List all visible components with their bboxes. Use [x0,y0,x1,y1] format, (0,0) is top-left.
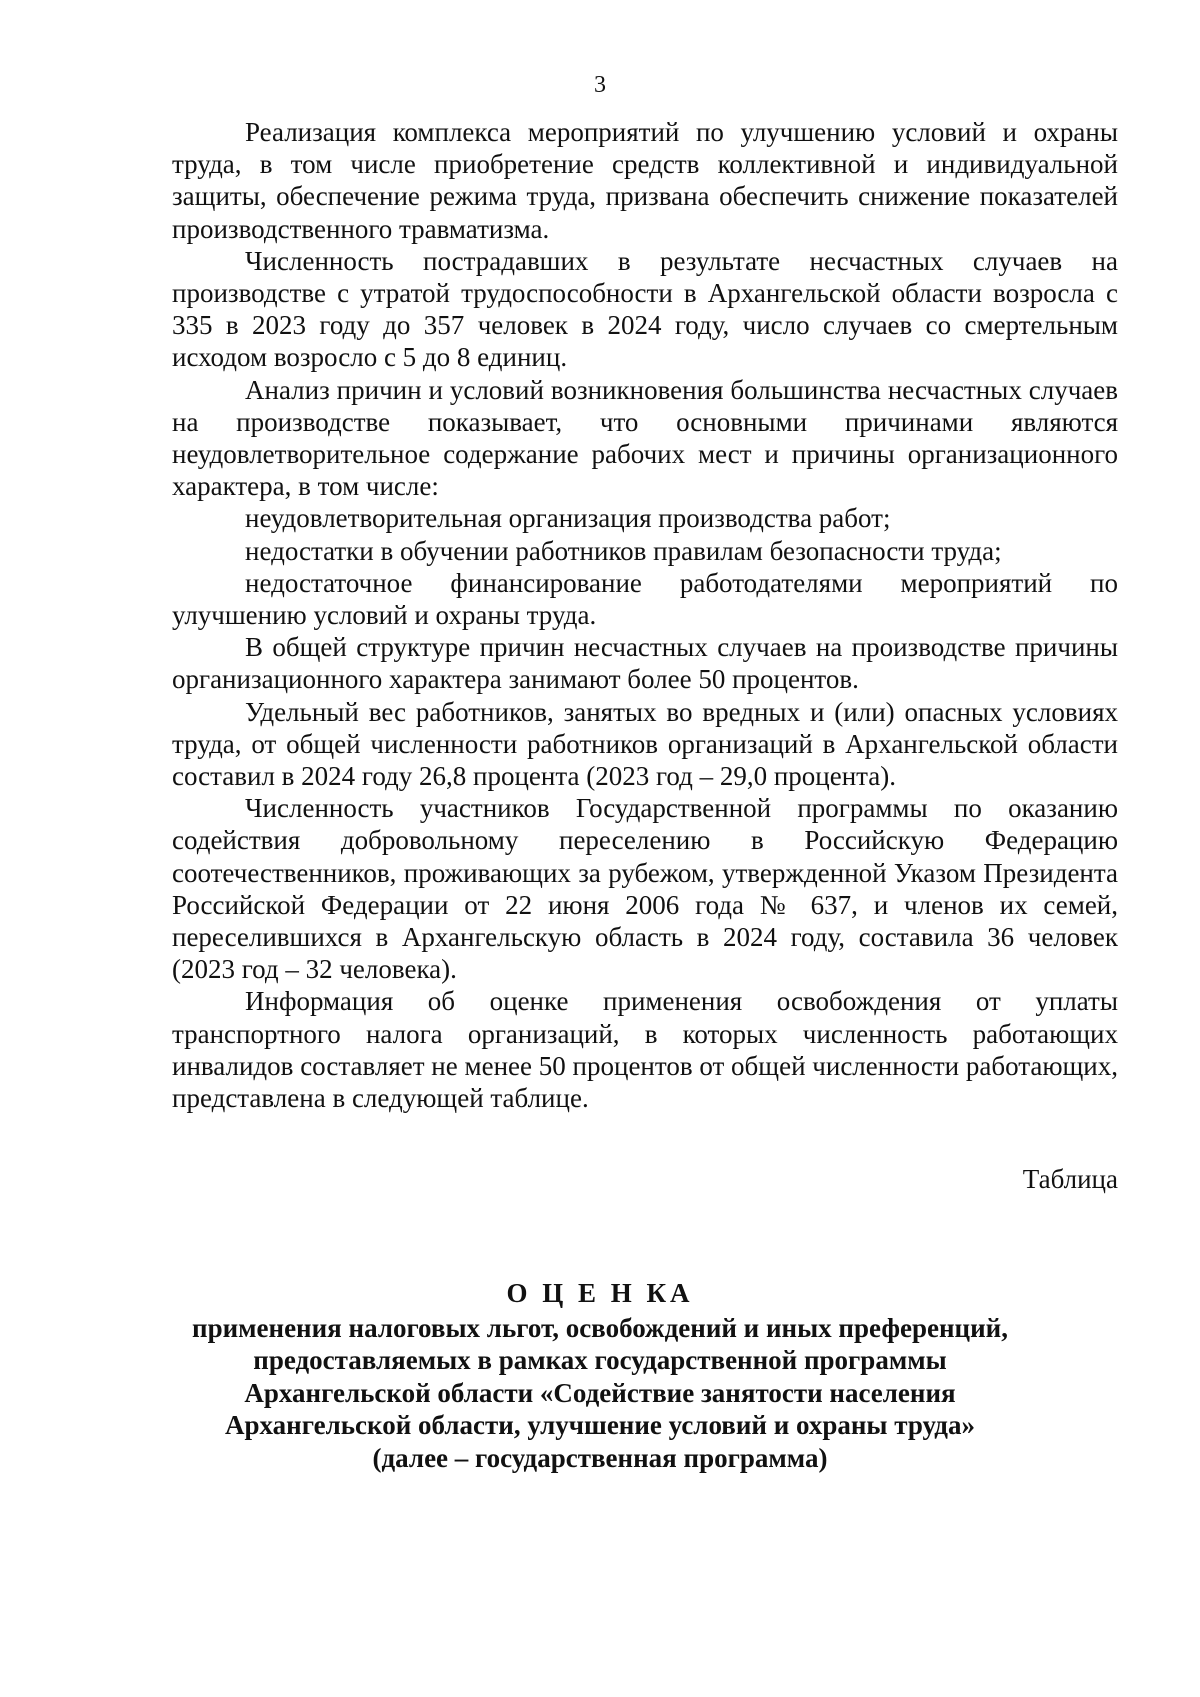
list-item-cause-organization: неудовлетворительная организация производства работ; [245,503,891,534]
paragraph-cause-structure: В общей структуре причин несчастных случаев на производстве причины организационного характера занимают более 50 процентов. [172,632,1118,695]
paragraph-transport-tax: Информация об оценке применения освобождения от уплаты транспортного налога организаций, в которых численность работающих инвалидов составляет не менее 50 процентов от общей численности работающих, представлена в следующей таблице. [172,986,1118,1114]
paragraph-harmful-conditions: Удельный вес работников, занятых во вредных и (или) опасных условиях труда, от общей численности работников организаций в Архангельской области составил в 2024 году 26,8 процента (2023 год – 29,0 процента). [172,696,1118,792]
table-caption: Таблица [1022,1164,1118,1194]
paragraph-injured-count: Численность пострадавших в результате несчастных случаев на производстве с утратой трудоспособности в Архангельской области возросла с 335 в 2023 году до 357 человек в 2024 году, число случаев со смертельным исходом возросло с 5 до 8 единиц. [172,245,1118,373]
heading-line: Архангельской области «Содействие занятости населения [244,1377,956,1408]
page-number: 3 [594,72,606,98]
paragraph-resettlement: Численность участников Государственной программы по оказанию содействия добровольному переселению в Российскую Федерацию соотечественников, проживающих за рубежом, утвержденной Указом Президента Российской Федерации от 22 июня 2006 года № 637, и членов их семей, переселившихся в Архангельскую область в 2024 году, составила 36 человек (2023 год – 32 человека). [172,793,1118,985]
heading-line: предоставляемых в рамках государственной программы [253,1345,947,1375]
body-text [172,116,1118,1114]
assessment-heading [0,1277,1200,1474]
list-item-cause-training: недостатки в обучении работников правилам безопасности труда; [245,535,1002,566]
paragraph-safety-measures: Реализация комплекса мероприятий по улучшению условий и охраны труда, в том числе приобретение средств коллективной и индивидуальной защиты, обеспечение режима труда, призвана обеспечить снижение показателей производственного травматизма. [172,117,1118,244]
heading-line: Архангельской области, улучшение условий и охраны труда» [225,1410,975,1440]
list-item-cause-financing: недостаточное финансирование работодателями мероприятий по улучшению условий и охраны труда. [172,567,1118,631]
heading-line: применения налоговых льгот, освобождений и иных преференций, [192,1312,1008,1343]
heading-title: О Ц Е Н КА [506,1278,694,1308]
heading-line: (далее – государственная программа) [372,1442,828,1473]
paragraph-accident-causes: Анализ причин и условий возникновения большинства несчастных случаев на производстве показывает, что основными причинами являются неудовлетворительное содержание рабочих мест и причины организационного характера, в том числе: [172,374,1118,502]
